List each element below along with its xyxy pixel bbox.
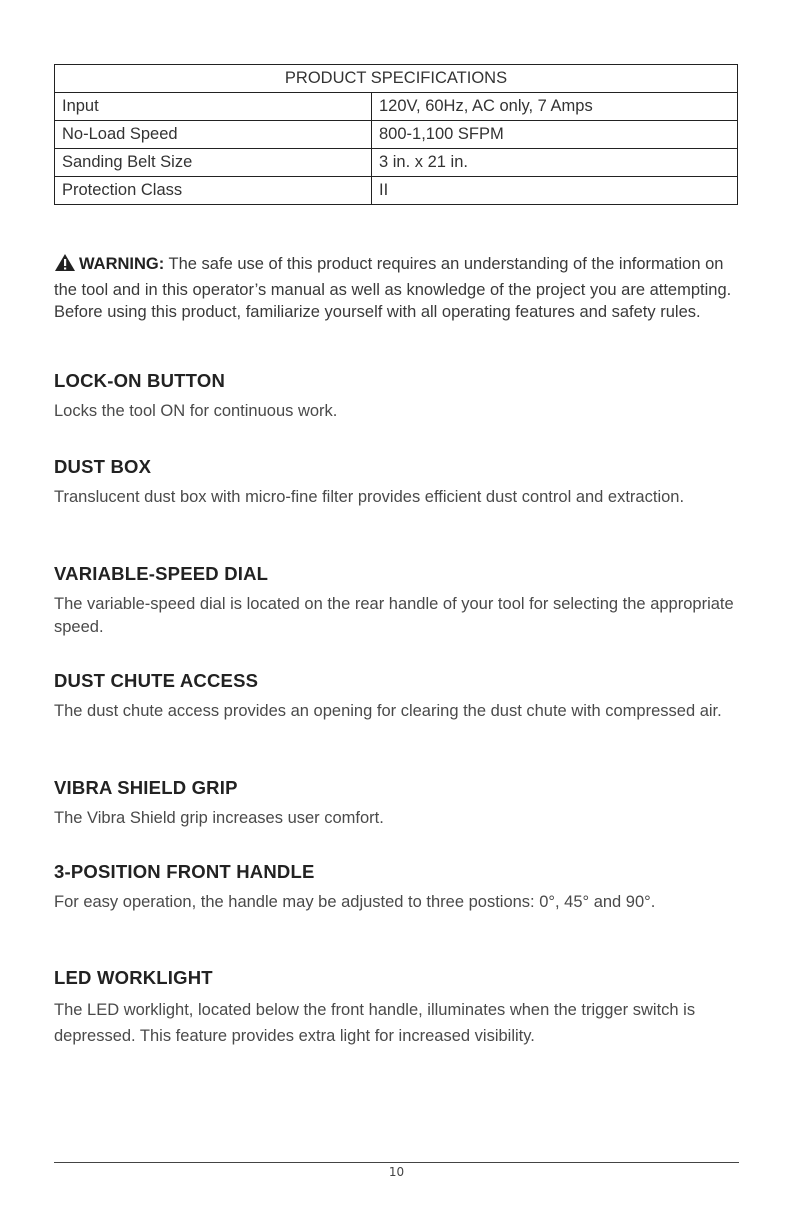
- warning-text: The safe use of this product requires an understanding of the information on the tool and in this operator’s manual as well as knowledge of the project you are attempting. Before using this product, familiarize yourself with all operating features and safety rules.: [54, 255, 732, 321]
- footer-divider: [54, 1162, 739, 1163]
- spec-row-input: [55, 93, 738, 121]
- section-led-worklight: [54, 967, 744, 1049]
- section-body: The Vibra Shield grip increases user comfort.: [54, 809, 384, 827]
- section-heading: DUST BOX: [54, 456, 152, 477]
- specifications-title: PRODUCT SPECIFICATIONS: [55, 65, 738, 93]
- spec-row-sanding-belt-size: [55, 149, 738, 177]
- spec-row-protection-class: [55, 177, 738, 205]
- section-heading: LOCK-ON BUTTON: [54, 370, 225, 391]
- section-heading: 3-POSITION FRONT HANDLE: [54, 861, 315, 882]
- spec-row-no-load-speed: [55, 121, 738, 149]
- section-body: The LED worklight, located below the front handle, illuminates when the trigger switch is depressed. This feature provides extra light for increased visibility.: [54, 1001, 696, 1045]
- specifications-header-row: [55, 65, 738, 93]
- section-body: The dust chute access provides an opening for clearing the dust chute with compressed air.: [54, 702, 722, 720]
- warning-paragraph: [54, 253, 744, 324]
- spec-label: Protection Class: [55, 177, 372, 205]
- spec-value: 800-1,100 SFPM: [372, 121, 738, 149]
- specifications-table: [54, 64, 738, 205]
- spec-value: II: [372, 177, 738, 205]
- section-dust-box: [54, 456, 744, 509]
- section-lock-on-button: [54, 370, 744, 423]
- section-dust-chute-access: [54, 670, 744, 723]
- spec-label: Sanding Belt Size: [55, 149, 372, 177]
- warning-triangle-icon: [54, 253, 76, 279]
- warning-label: WARNING:: [79, 255, 165, 273]
- section-heading: VIBRA SHIELD GRIP: [54, 777, 238, 798]
- page-number: 10: [388, 1165, 405, 1179]
- spec-value: 3 in. x 21 in.: [372, 149, 738, 177]
- section-3-position-front-handle: [54, 861, 744, 914]
- spec-value: 120V, 60Hz, AC only, 7 Amps: [372, 93, 738, 121]
- spec-label: Input: [55, 93, 372, 121]
- section-heading: DUST CHUTE ACCESS: [54, 670, 259, 691]
- section-vibra-shield-grip: [54, 777, 744, 830]
- section-heading: VARIABLE-SPEED DIAL: [54, 563, 269, 584]
- section-heading: LED WORKLIGHT: [54, 967, 213, 988]
- section-body: For easy operation, the handle may be adjusted to three postions: 0°, 45° and 90°.: [54, 893, 656, 911]
- section-body: Translucent dust box with micro-fine filter provides efficient dust control and extraction.: [54, 488, 685, 506]
- section-body: Locks the tool ON for continuous work.: [54, 402, 338, 420]
- section-body: The variable-speed dial is located on the rear handle of your tool for selecting the appropriate speed.: [54, 595, 734, 636]
- spec-label: No-Load Speed: [55, 121, 372, 149]
- section-variable-speed-dial: [54, 563, 744, 639]
